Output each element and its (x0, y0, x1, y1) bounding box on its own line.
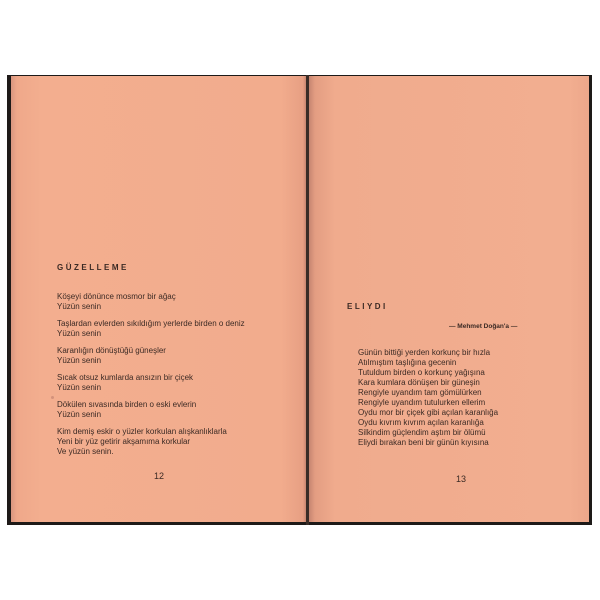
poem-body-left (57, 292, 245, 464)
poem-line: Sıcak otsuz kumlarda ansızın bir çiçek (57, 373, 194, 382)
stanza (57, 319, 245, 339)
poem-title-guzelleme: GÜZELLEME (57, 263, 129, 272)
paper-spot (51, 396, 54, 399)
poem-line: Tutuldum birden o korkunç yağışına (358, 368, 485, 377)
poem-line: Yüzün senin (57, 302, 102, 311)
page-number-left: 12 (154, 471, 165, 481)
poem-line: Yeni bir yüz getirir akşamıma korkular (57, 437, 191, 446)
poem-line: Kim demiş eskir o yüzler korkulan alışkanlıklarla (57, 427, 227, 436)
right-page (309, 76, 589, 522)
poem-line: Taşlardan evlerden sıkıldığım yerlerde birden o deniz (57, 319, 245, 328)
poem-line: Yüzün senin (57, 383, 102, 392)
poem-body-right (358, 348, 498, 448)
poem-line: Oydu kıvrım kıvrım açılan karanlığa (358, 418, 484, 427)
poem-title-eliydi: ELIYDI (347, 302, 388, 311)
poem-line: Eliydi bırakan beni bir günün kıyısına (358, 438, 489, 447)
stanza (57, 427, 245, 457)
poem-line: Ve yüzün senin. (57, 447, 114, 456)
poem-line: Dökülen sıvasında birden o eski evlerin (57, 400, 197, 409)
stanza (57, 292, 245, 312)
poem-dedication: — Mehmet Doğan'a — (449, 323, 518, 330)
poem-line: Kara kumlara dönüşen bir güneşin (358, 378, 480, 387)
poem-line: Rengiyle uyandım tutulurken ellerim (358, 398, 486, 407)
poem-line: Yüzün senin (57, 410, 102, 419)
poem-line: Rengiyle uyandım tam gömülürken (358, 388, 482, 397)
stanza (57, 373, 245, 393)
poem-line: Köşeyi dönünce mosmor bir ağaç (57, 292, 176, 301)
open-book (7, 75, 592, 525)
poem-line: Yüzün senin (57, 329, 102, 338)
poem-line: Yüzün senin (57, 356, 102, 365)
page-number-right: 13 (456, 474, 467, 484)
stanza (57, 346, 245, 366)
poem-line: Oydu mor bir çiçek gibi açılan karanlığa (358, 408, 499, 417)
poem-line: Silkindim güçlendim aştım bir ölümü (358, 428, 486, 437)
poem-line: Günün bittiği yerden korkunç bir hızla (358, 348, 491, 357)
left-page (11, 76, 306, 522)
poem-line: Atılmıştım taşlığına gecenin (358, 358, 457, 367)
poem-line: Karanlığın dönüştüğü güneşler (57, 346, 166, 355)
stanza (57, 400, 245, 420)
